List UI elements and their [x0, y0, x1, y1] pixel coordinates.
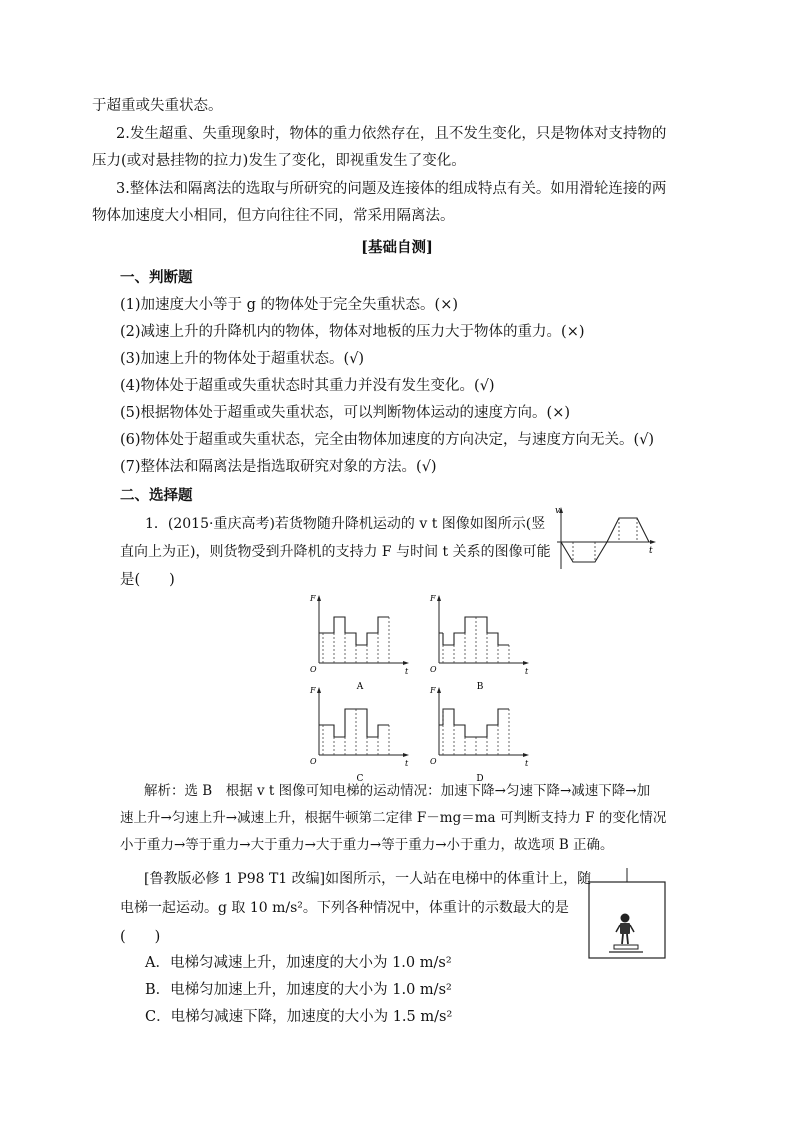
- option-graph-d: [425, 685, 535, 785]
- option-letter: B: [476, 682, 484, 692]
- option-graph-c: [305, 685, 415, 785]
- option-y-axis-label: F: [430, 686, 436, 695]
- option-x-axis-label: t: [405, 759, 409, 768]
- q2-line-3: ( ): [120, 929, 161, 945]
- judge-item: (5)根据物体处于超重或失重状态，可以判断物体运动的速度方向。(×): [120, 405, 571, 421]
- option-x-axis-label: t: [525, 759, 529, 768]
- option-graph-a: [305, 593, 415, 693]
- analysis-line-2: 速上升→匀速上升→减速上升，根据牛顿第二定律 F－mg＝ma 可判断支持力 F 的变化情况: [120, 810, 667, 826]
- q2-option-c: C．电梯匀减速下降，加速度的大小为 1.5 m/s²: [145, 1009, 453, 1025]
- judge-item: (3)加速上升的物体处于超重状态。(√): [120, 351, 365, 367]
- option-x-axis-label: t: [405, 667, 409, 676]
- judge-item: (2)减速上升的升降机内的物体，物体对地板的压力大于物体的重力。(×): [120, 324, 585, 340]
- q1-line-1: 1．(2015·重庆高考)若货物随升降机运动的 v t 图像如图所示(竖: [145, 516, 546, 532]
- judge-item: (7)整体法和隔离法是指选取研究对象的方法。(√): [120, 459, 437, 475]
- option-letter: C: [356, 774, 364, 784]
- elevator-figure: [587, 868, 667, 960]
- q2-option-a: A．电梯匀减速上升，加速度的大小为 1.0 m/s²: [145, 955, 452, 971]
- vt-v-label: v: [555, 506, 561, 516]
- judge-heading: 一、判断题: [120, 269, 193, 286]
- judge-item: (1)加速度大小等于 g 的物体处于完全失重状态。(×): [120, 297, 459, 313]
- option-graph-b: [425, 593, 535, 693]
- option-x-axis-label: t: [525, 667, 529, 676]
- analysis-line-1: 解析：选 B 根据 v t 图像可知电梯的运动情况：加速下降→匀速下降→减速下降→加: [144, 783, 651, 799]
- judge-item: (4)物体处于超重或失重状态时其重力并没有发生变化。(√): [120, 378, 495, 394]
- option-letter: A: [356, 682, 364, 692]
- option-y-axis-label: F: [430, 594, 436, 603]
- intro-line-3: 压力(或对悬挂物的拉力)发生了变化，即视重发生了变化。: [92, 153, 466, 169]
- vt-t-label: t: [649, 546, 653, 556]
- intro-line-2: 2.发生超重、失重现象时，物体的重力依然存在，且不发生变化，只是物体对支持物的: [116, 126, 667, 142]
- option-origin-label: O: [430, 757, 437, 766]
- option-step-line: [443, 709, 509, 737]
- q1-line-2: 直向上为正)，则货物受到升降机的支持力 F 与时间 t 关系的图像可能: [120, 544, 551, 560]
- option-y-axis-label: F: [310, 686, 316, 695]
- choice-heading: 二、选择题: [120, 487, 193, 504]
- intro-line-5: 物体加速度大小相同，但方向往往不同，常采用隔离法。: [92, 208, 455, 224]
- option-step-line: [323, 617, 389, 645]
- option-origin-label: O: [310, 757, 317, 766]
- intro-line-4: 3.整体法和隔离法的选取与所研究的问题及连接体的组成特点有关。如用滑轮连接的两: [116, 181, 667, 197]
- judge-item: (6)物体处于超重或失重状态，完全由物体加速度的方向决定，与速度方向无关。(√): [120, 432, 655, 448]
- intro-line-1: 于超重或失重状态。: [92, 98, 223, 114]
- section-title: [基础自测]: [361, 239, 433, 256]
- q2-line-2: 电梯一起运动。g 取 10 m/s²。下列各种情况中，体重计的示数最大的是: [120, 900, 569, 916]
- q2-option-b: B．电梯匀加速上升，加速度的大小为 1.0 m/s²: [145, 982, 452, 998]
- q1-line-3: 是( ): [120, 572, 175, 588]
- option-y-axis-label: F: [310, 594, 316, 603]
- q2-line-1: [鲁教版必修 1 P98 T1 改编]如图所示，一人站在电梯中的体重计上，随: [144, 871, 592, 887]
- option-letter: D: [476, 774, 484, 784]
- option-origin-label: O: [430, 665, 437, 674]
- vt-graph: [555, 505, 660, 575]
- option-origin-label: O: [310, 665, 317, 674]
- analysis-line-3: 小于重力→等于重力→大于重力→大于重力→等于重力→小于重力，故选项 B 正确。: [120, 837, 614, 853]
